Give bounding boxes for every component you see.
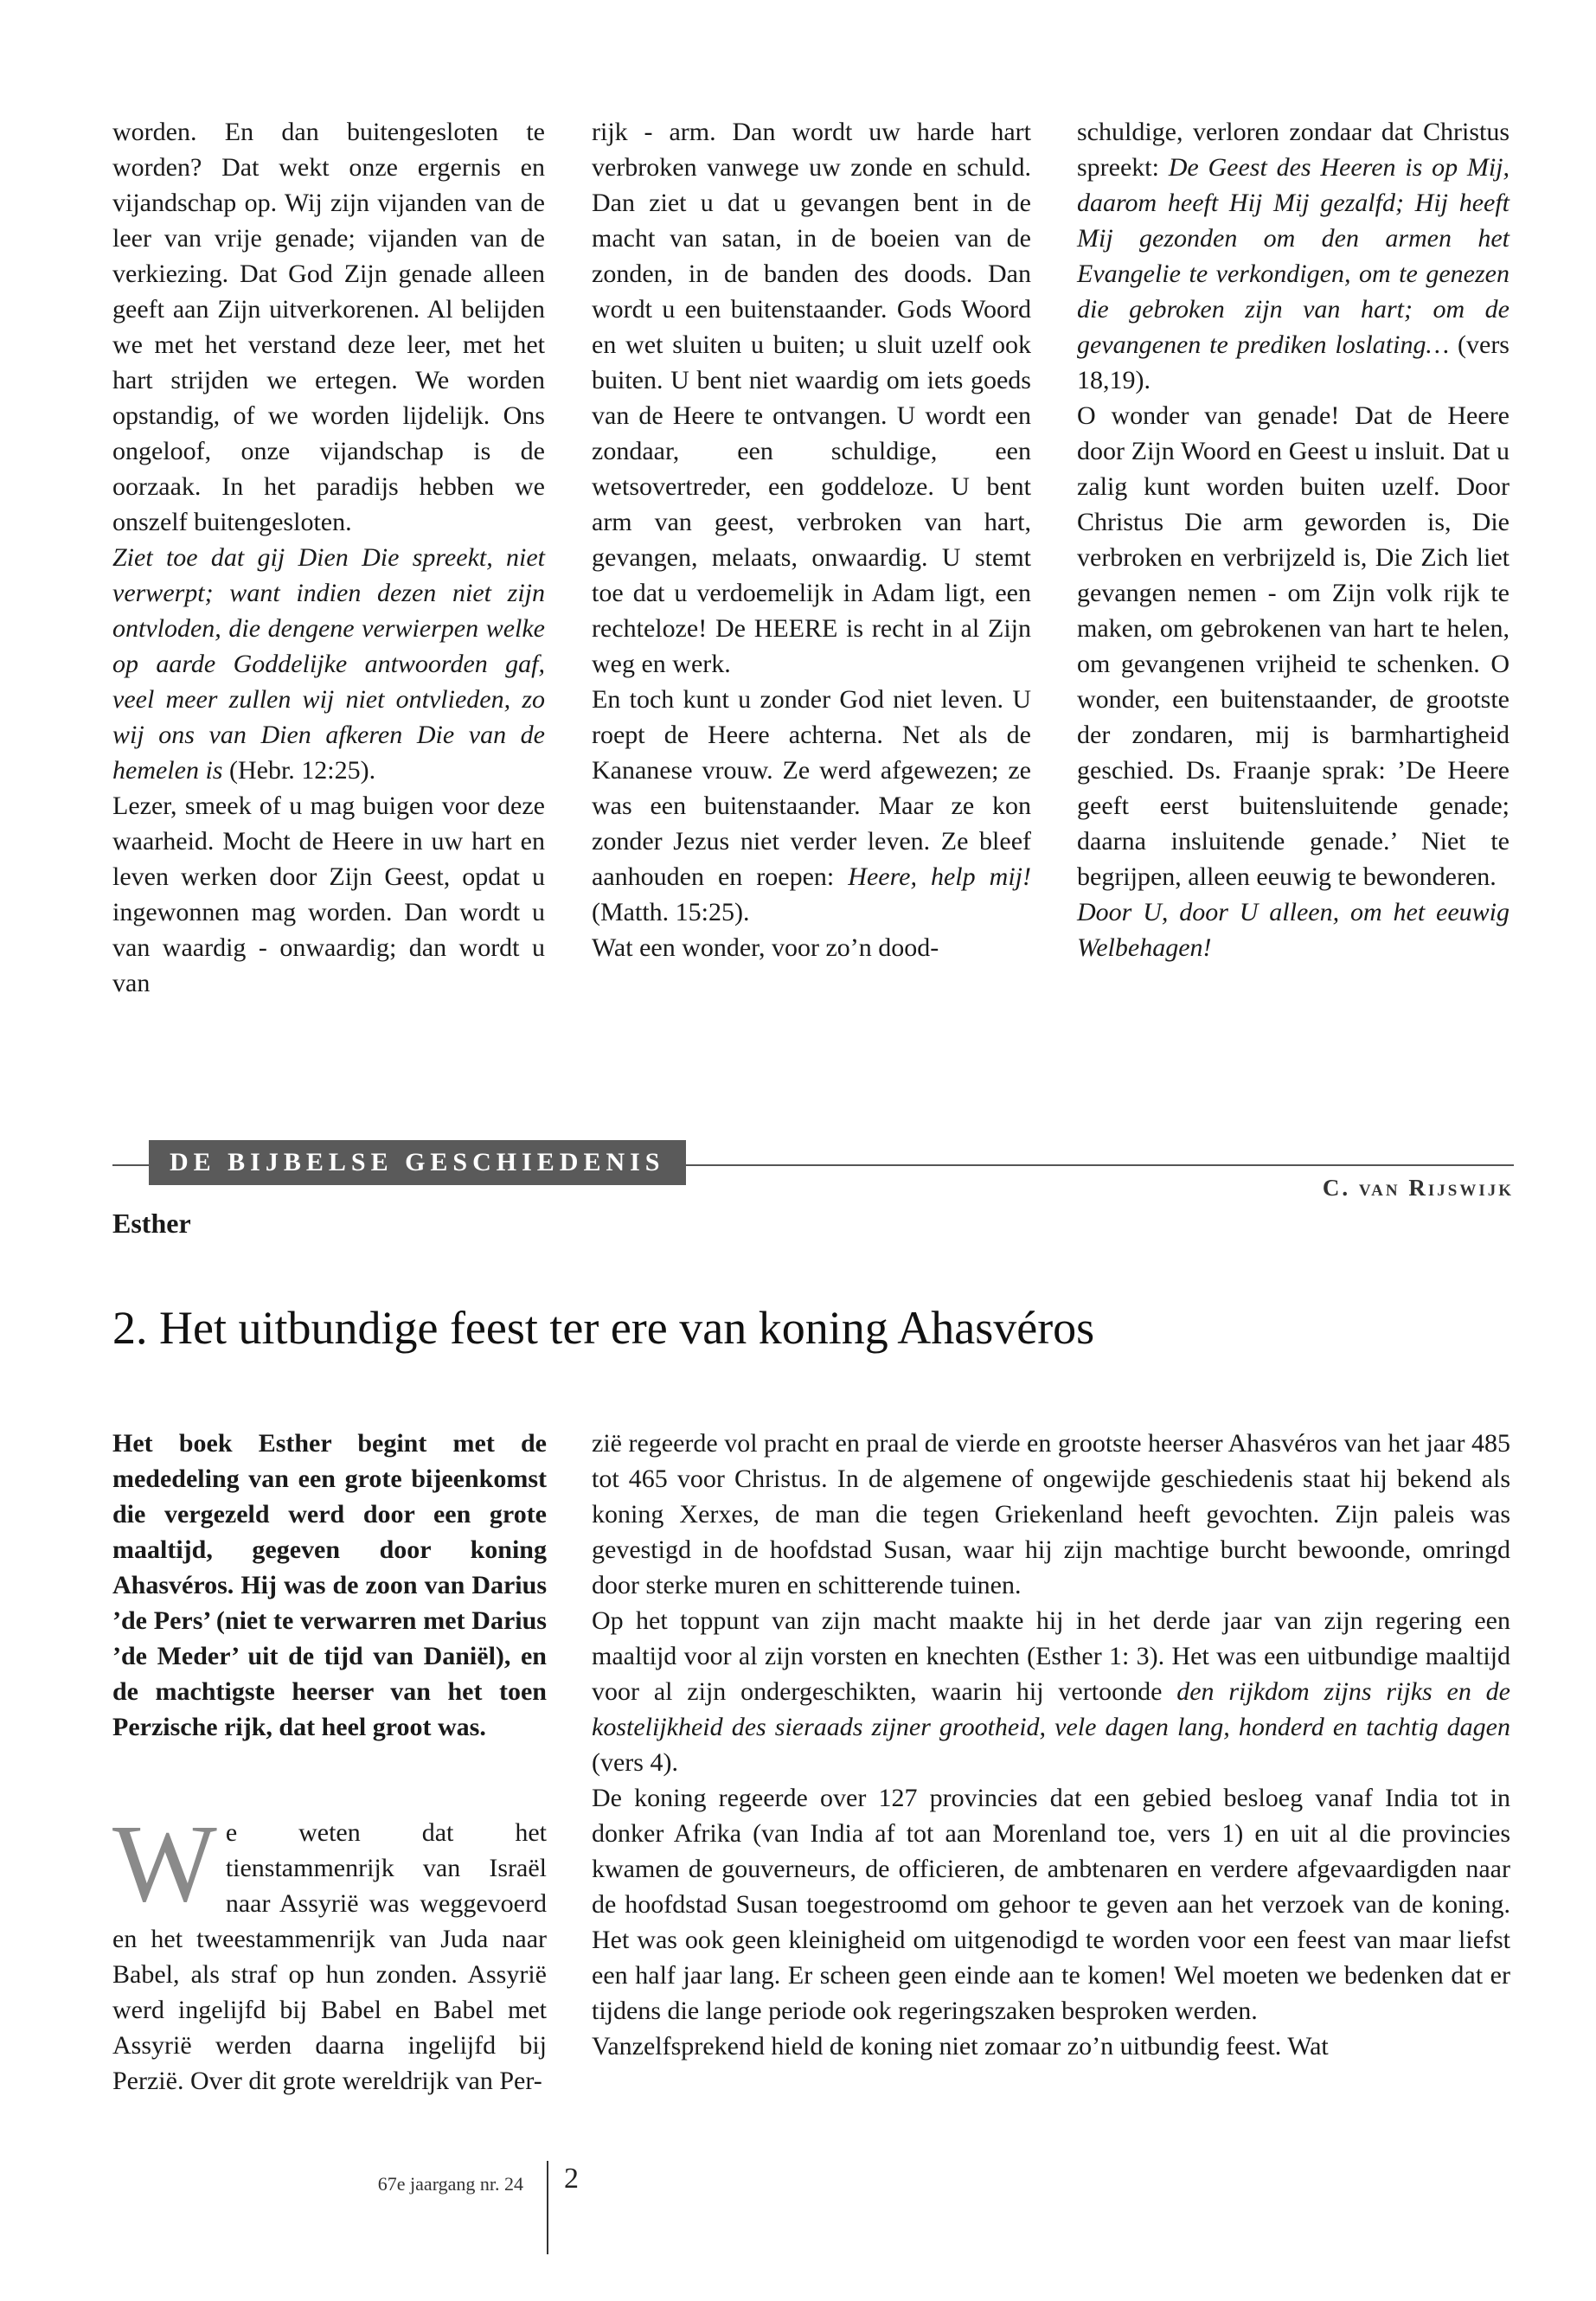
col2-paragraph-3: Wat een wonder, voor zo’n dood- xyxy=(592,933,939,962)
article-paragraph: Op het toppunt van zijn macht maakte hij in het derde jaar van zijn regering een maaltijd voor al zijn vorsten en knechten (Esther 1: 3). Het was een uitbundige maaltijd voor al zijn ondergeschikten, waarin hij vertoonde den rijkdom zijns rijks en de kostelijkheid des sieraads zijner grootheid, vele dagen lang, honderd en tachtig dagen (vers 4). xyxy=(592,1606,1510,1777)
article-paragraph: Vanzelfsprekend hield de koning niet zomaar zo’n uitbundig feest. Wat xyxy=(592,2032,1329,2061)
author-name: C. van Rijswijk xyxy=(1322,1175,1514,1201)
col1-paragraph-2: Lezer, smeek of u mag buigen voor deze waarheid. Mocht de Heere in uw hart en leven werken door Zijn Geest, opdat u ingewonnen mag worden. Dan wordt u van waardig - onwaardig; dan wordt u van xyxy=(112,792,545,997)
article-headline: 2. Het uitbundige feest ter ere van koning Ahasvéros xyxy=(112,1302,1095,1354)
col3-paragraph-2: O wonder van genade! Dat de Heere door Zijn Woord en Geest u insluit. Dat u zalig kunt worden buiten uzelf. Door Christus Die arm geworden is, Die verbroken en verbrijzeld is, Die Zich liet gevangen nemen - om Zijn volk rijk te maken, om gebrokenen van hart te helen, om gevangenen vrijheid te schenken. O wonder, een buitenstaander, de grootste der zondaren, mij is barmhartigheid geschied. Ds. Fraanje sprak: ’De Heere geeft eerst buitensluitende genade; daarna insluitende genade.’ Niet te begrijpen, alleen eeuwig te bewonderen. xyxy=(1077,401,1509,891)
article-body-right xyxy=(592,1426,1510,2064)
article-body-left: We weten dat het tienstammenrijk van Israël naar Assyrië was weggevoerd en het tweestammenrijk van Juda naar Babel, als straf op hun zonden. Assyrië werd ingelijfd bij Babel en Babel met Assyrië werden daarna ingelijfd bij Perzië. Over dit grote wereldrijk van Per- xyxy=(112,1802,547,2095)
column-2 xyxy=(592,114,1031,965)
col3-closing-quote: Door U, door U alleen, om het eeuwig Welbehagen! xyxy=(1077,898,1509,962)
col1-quote: Ziet toe dat gij Dien Die spreekt, niet verwerpt; want indien dezen niet zijn ontvloden, die dengene verwierpen welke op aarde Goddelijke antwoorden gaf, veel meer zullen wij niet ontvlieden, zo wij ons van Dien afkeren Die van de hemelen is (Hebr. 12:25). xyxy=(112,543,545,785)
col2-paragraph: rijk - arm. Dan wordt uw harde hart verbroken vanwege uw zonde en schuld. Dan ziet u dat u gevangen bent in de macht van satan, in de boeien van de zonden, in de banden des doods. Dan wordt u een buitenstaander. Gods Woord en wet sluiten u buiten; u sluit uzelf ook buiten. U bent niet waardig om iets goeds van de Heere te ontvangen. U wordt een zondaar, een schuldige, een wetsovertreder, een goddeloze. U bent arm van geest, verbroken van hart, gevangen, melaats, onwaardig. U stemt toe dat u verdoemelijk in Adam ligt, een rechteloze! De HEERE is recht in al Zijn weg en werk. xyxy=(592,118,1031,678)
column-1 xyxy=(112,114,545,1001)
article-paragraph: De koning regeerde over 127 provincies dat een gebied besloeg vanaf India tot in donker Afrika (van India af tot aan Morenland toe, vers 1) en uit al die provincies kwamen de gouverneurs, de officieren, de ambtenaren en verdere afgevaardigden naar de hoofdstad Susan toegestroomd om gehoor te geven aan het verzoek van de koning. Het was ook geen kleinigheid om uitgenodigd te worden voor een feest van maar liefst een half jaar lang. Er scheen geen einde aan te komen! Wel moeten we bedenken dat er tijdens die lange periode ook regeringszaken besproken werden. xyxy=(592,1784,1510,2025)
col1-paragraph: worden. En dan buitengesloten te worden? Dat wekt onze ergernis en vijandschap op. Wij zijn vijanden van de leer van vrije genade; vijanden van de verkiezing. Dat God Zijn genade alleen geeft aan Zijn uitverkorenen. Al belijden we met het verstand deze leer, met het hart strijden we ertegen. We worden opstandig, of we worden lijdelijk. Ons ongeloof, onze vijandschap is de oorzaak. In het paradijs hebben we onszelf buitengesloten. xyxy=(112,118,545,536)
footer-divider xyxy=(547,2161,548,2254)
col2-paragraph-2: En toch kunt u zonder God niet leven. U roept de Heere achterna. Net als de Kananese vrouw. Ze werd afgewezen; ze was een buitenstaander. Maar ze kon zonder Jezus niet verder leven. Ze bleef aanhouden en roepen: Heere, help mij! (Matth. 15:25). xyxy=(592,685,1031,926)
issue-info: 67e jaargang nr. 24 xyxy=(377,2173,523,2195)
article-lead: Het boek Esther begint met de mededeling van een grote bijeenkomst die vergezeld werd door een grote maaltijd, gegeven door koning Ahasvéros. Hij was de zoon van Darius ’de Pers’ (niet te verwarren met Darius ’de Meder’ uit de tijd van Daniël), en de machtigste heerser van het toen Perzische rijk, dat heel groot was. xyxy=(112,1429,547,1741)
col3-paragraph: schuldige, verloren zondaar dat Christus spreekt: De Geest des Heeren is op Mij, daarom heeft Hij Mij gezalfd; Hij heeft Mij gezonden om den armen het Evangelie te verkondigen, om te genezen die gebroken zijn van hart; om de gevangenen te prediken loslating… (vers 18,19). xyxy=(1077,118,1510,394)
drop-cap: W xyxy=(112,1802,217,1925)
article-paragraph: zië regeerde vol pracht en praal de vierde en grootste heerser Ahasvéros van het jaar 485 tot 465 voor Christus. In de algemene of ongewijde geschiedenis staat hij bekend als koning Xerxes, de man die tegen Griekenland heeft gevochten. Zijn paleis was gevestigd in de hoofdstad Susan, waar hij zijn machtige burcht bewoonde, omringd door sterke muren en schitterende tuinen. xyxy=(592,1429,1511,1599)
topic-title: Esther xyxy=(112,1208,191,1239)
column-3 xyxy=(1077,114,1509,965)
page-number: 2 xyxy=(564,2163,579,2195)
section-label: DE BIJBELSE GESCHIEDENIS xyxy=(149,1140,686,1185)
